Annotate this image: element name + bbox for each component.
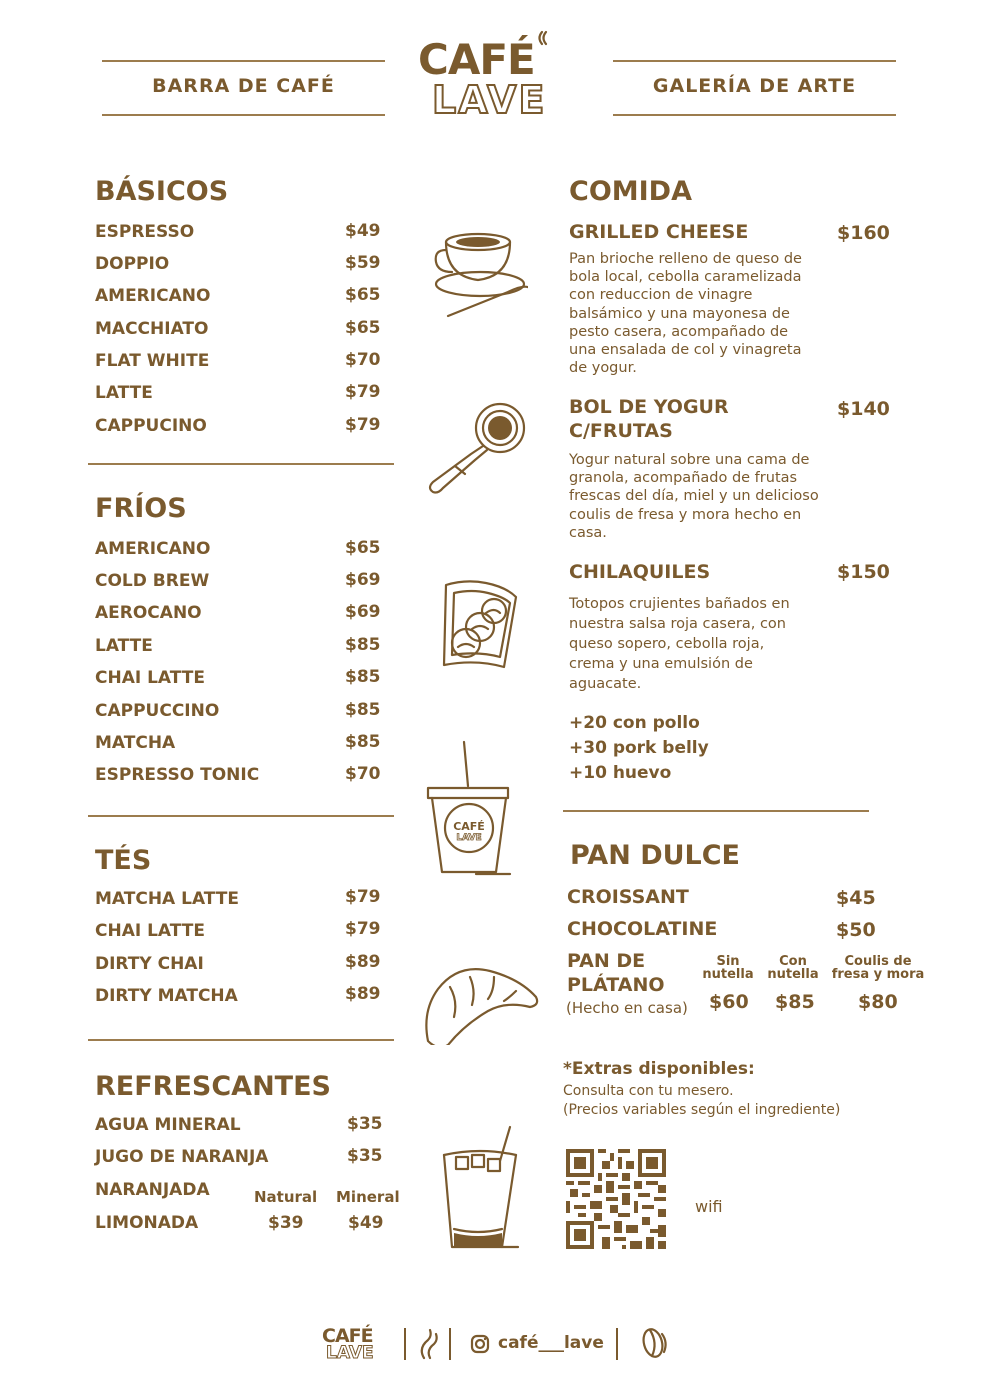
menu-item-price: $65	[345, 538, 381, 558]
extras-title: *Extras disponibles:	[563, 1059, 755, 1079]
footer-divider	[404, 1328, 406, 1360]
menu-item-price: $35	[347, 1146, 383, 1166]
menu-item-price: $85	[345, 700, 381, 720]
desc-line: una ensalada de col y vinagreta	[569, 342, 802, 359]
desc-line: frescas del día, miel y un delicioso	[569, 488, 819, 505]
footer-logo-top: CAFÉ	[322, 1325, 373, 1347]
section-divider	[88, 815, 394, 817]
frios-title: FRÍOS	[95, 493, 187, 524]
natural-price: $39	[268, 1213, 304, 1233]
menu-item-price: $79	[345, 415, 381, 435]
chilaquiles-extras	[569, 711, 709, 786]
header-rule	[613, 114, 896, 116]
cafe-lave-logo	[418, 30, 576, 126]
logo-top-text: CAFÉ	[418, 35, 535, 84]
header-rule	[613, 60, 896, 62]
option-coulis	[826, 955, 930, 981]
food-item-name	[569, 395, 729, 443]
instagram-icon[interactable]	[470, 1334, 490, 1354]
menu-item-name: FLAT WHITE	[95, 351, 210, 371]
menu-item-price: $79	[345, 382, 381, 402]
naranjada-name: NARANJADA	[95, 1180, 210, 1200]
footer-logo	[322, 1326, 388, 1366]
croissant-icon	[420, 965, 540, 1045]
option-price: $80	[858, 991, 898, 1013]
option-price: $60	[709, 991, 749, 1013]
menu-item-price: $69	[345, 570, 381, 590]
menu-item-price: $49	[345, 221, 381, 241]
label-line: nutella	[702, 967, 754, 982]
menu-item-name: CHAI LATTE	[95, 668, 205, 688]
coffee-cup-icon	[428, 228, 528, 318]
pan-dulce-title: PAN DULCE	[570, 840, 741, 871]
desc-line: con reduccion de vinagre	[569, 287, 753, 304]
section-divider	[563, 810, 869, 812]
desc-line: coulis de fresa y mora hecho en	[569, 506, 802, 523]
desc-line: Pan brioche relleno de queso de	[569, 251, 802, 267]
menu-item-name: AEROCANO	[95, 603, 202, 623]
name-line: C/FRUTAS	[569, 420, 673, 442]
option-con-nutella	[764, 955, 822, 981]
natural-label: Natural	[254, 1188, 318, 1206]
header-right-label: GALERÍA DE ARTE	[652, 75, 857, 97]
option-sin-nutella	[699, 955, 757, 981]
mineral-label: Mineral	[336, 1188, 400, 1206]
flame-icon	[418, 1328, 440, 1360]
menu-item-name: AGUA MINERAL	[95, 1115, 241, 1135]
menu-item-name: AMERICANO	[95, 286, 211, 306]
instagram-handle[interactable]: café___lave	[498, 1333, 604, 1353]
section-divider	[88, 463, 394, 465]
desc-line: granola, acompañado de frutas	[569, 470, 798, 487]
menu-item-name: MATCHA	[95, 733, 176, 753]
menu-item-name: CHAI LATTE	[95, 921, 205, 941]
food-item-desc	[569, 250, 844, 377]
menu-item-name: AMERICANO	[95, 539, 211, 559]
menu-item-name: DIRTY CHAI	[95, 954, 204, 974]
menu-item-price: $69	[345, 602, 381, 622]
footer-divider	[449, 1328, 451, 1360]
pan-platano-name	[567, 949, 665, 997]
menu-item-name: ESPRESSO TONIC	[95, 765, 260, 785]
desc-line: bola local, cebolla caramelizada	[569, 269, 802, 286]
menu-item-price: $65	[345, 285, 381, 305]
header-rule	[102, 60, 385, 62]
name-line: PLÁTANO	[567, 974, 665, 996]
desc-line: de yogur.	[569, 360, 637, 377]
extras-line: Consulta con tu mesero.	[563, 1083, 734, 1099]
food-item-name: CHILAQUILES	[569, 561, 711, 583]
label-line: Coulis de	[844, 954, 912, 969]
menu-item-price: $89	[345, 984, 381, 1004]
menu-item-name: JUGO DE NARANJA	[95, 1147, 269, 1167]
section-divider	[88, 1039, 394, 1041]
label-line: fresa y mora	[831, 967, 925, 982]
menu-item-price: $79	[345, 919, 381, 939]
menu-item-name: DIRTY MATCHA	[95, 986, 238, 1006]
iced-coffee-icon	[420, 740, 520, 880]
limonada-name: LIMONADA	[95, 1213, 199, 1233]
toast-icon	[436, 575, 526, 675]
food-item-price: $150	[837, 561, 890, 583]
menu-item-price: $89	[345, 952, 381, 972]
menu-item-price: $79	[345, 887, 381, 907]
comida-title: COMIDA	[569, 176, 692, 207]
extra-line: +10 huevo	[569, 763, 672, 783]
label-line: Con	[779, 954, 807, 969]
menu-item-price: $70	[345, 764, 381, 784]
wifi-label: wifi	[695, 1197, 723, 1216]
menu-item-name: CAPPUCCINO	[95, 701, 220, 721]
menu-item-price: $65	[345, 318, 381, 338]
label-line: nutella	[767, 967, 819, 982]
desc-line: pesto casera, acompañado de	[569, 323, 789, 340]
menu-item-name: LATTE	[95, 636, 153, 656]
desc-line: nuestra salsa roja casera, con	[569, 616, 786, 632]
svg-text:CAFÉ: CAFÉ	[453, 820, 485, 833]
desc-line: crema y una emulsión de	[569, 656, 753, 672]
mineral-price: $49	[348, 1213, 384, 1233]
basicos-title: BÁSICOS	[95, 176, 229, 207]
menu-item-name: MATCHA LATTE	[95, 889, 239, 909]
menu-item-name: CAPPUCINO	[95, 416, 207, 436]
desc-line: Yogur natural sobre una cama de	[569, 452, 810, 468]
qr-code-icon[interactable]	[566, 1149, 666, 1249]
desc-line: casa.	[569, 524, 607, 541]
refrescantes-title: REFRESCANTES	[95, 1071, 331, 1102]
pan-item-name: CROISSANT	[567, 886, 689, 908]
pan-item-name: CHOCOLATINE	[567, 918, 718, 940]
svg-text:LAVE: LAVE	[456, 833, 482, 843]
menu-item-name: ESPRESSO	[95, 222, 195, 242]
header-left-label: BARRA DE CAFÉ	[152, 75, 335, 97]
menu-item-name: COLD BREW	[95, 571, 210, 591]
name-line: BOL DE YOGUR	[569, 396, 729, 418]
menu-item-price: $70	[345, 350, 381, 370]
coffee-bean-icon	[640, 1326, 670, 1360]
tes-title: TÉS	[95, 845, 152, 876]
menu-item-name: LATTE	[95, 383, 153, 403]
food-item-price: $140	[837, 398, 890, 420]
iced-drink-icon	[430, 1125, 530, 1255]
desc-line: queso sopero, cebolla roja,	[569, 636, 765, 652]
menu-item-name: MACCHIATO	[95, 319, 209, 339]
menu-item-price: $35	[347, 1114, 383, 1134]
extra-line: +20 con pollo	[569, 713, 700, 733]
footer-divider	[616, 1328, 618, 1360]
menu-item-price: $85	[345, 732, 381, 752]
label-line: Sin	[716, 954, 740, 969]
extras-line: (Precios variables según el ingrediente)	[563, 1102, 841, 1118]
menu-item-name: DOPPIO	[95, 254, 170, 274]
desc-line: balsámico y una mayonesa de	[569, 305, 790, 322]
pan-platano-note: (Hecho en casa)	[566, 999, 688, 1017]
desc-line: Totopos crujientes bañados en	[569, 596, 790, 612]
name-line: PAN DE	[567, 950, 646, 972]
desc-line: aguacate.	[569, 676, 642, 692]
extra-line: +30 pork belly	[569, 738, 709, 758]
pan-item-price: $50	[836, 919, 876, 941]
option-price: $85	[775, 991, 815, 1013]
food-item-price: $160	[837, 222, 890, 244]
menu-item-price: $85	[345, 667, 381, 687]
header-rule	[102, 114, 385, 116]
portafilter-icon	[425, 402, 535, 497]
menu-item-price: $85	[345, 635, 381, 655]
logo-bottom-text: LAVE	[432, 78, 547, 122]
menu-item-price: $59	[345, 253, 381, 273]
footer-logo-bottom: LAVE	[326, 1343, 374, 1363]
food-item-desc	[569, 594, 844, 694]
food-item-desc	[569, 451, 844, 542]
food-item-name: GRILLED CHEESE	[569, 221, 749, 243]
pan-item-price: $45	[836, 887, 876, 909]
